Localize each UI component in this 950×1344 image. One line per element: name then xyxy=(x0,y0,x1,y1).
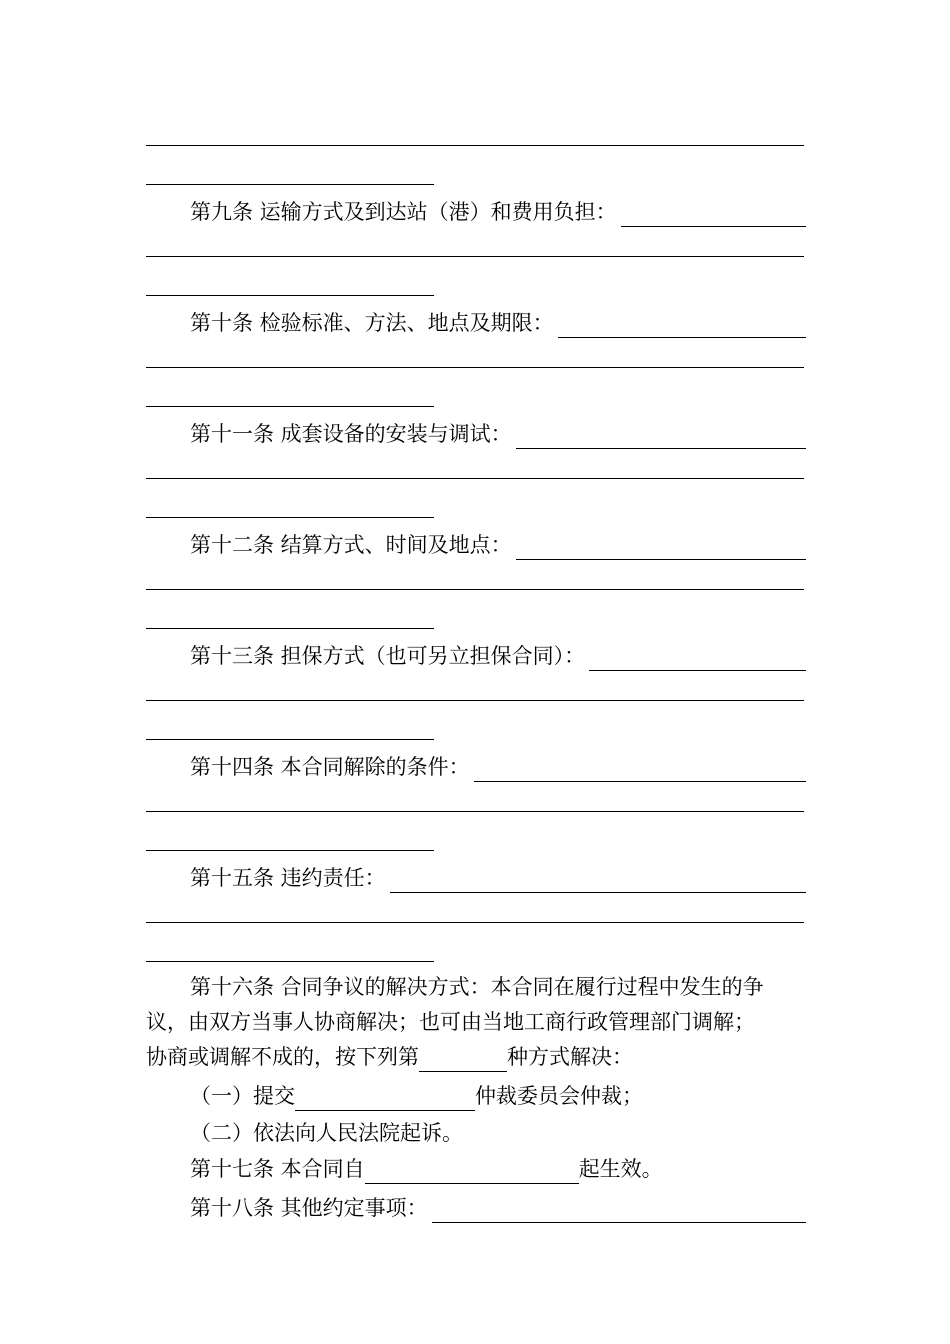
article-17-text-b: 起生效。 xyxy=(578,1157,663,1181)
article-9-blank xyxy=(621,204,806,227)
article-10-blank xyxy=(558,315,806,338)
article-12-label: 第十二条 结算方式、时间及地点： xyxy=(190,533,512,557)
article-13 xyxy=(190,641,806,671)
option-2-text: （二）依法向人民法院起诉。 xyxy=(190,1121,463,1145)
article-10-label: 第十条 检验标准、方法、地点及期限： xyxy=(190,311,554,335)
article-15-label: 第十五条 违约责任： xyxy=(190,866,386,890)
blank-line-short xyxy=(146,517,434,518)
blank-line xyxy=(146,256,804,257)
article-13-blank xyxy=(589,648,806,671)
option-1 xyxy=(190,1081,806,1111)
blank-line xyxy=(146,700,804,701)
blank-line-short xyxy=(146,850,434,851)
article-16-text-3b: 种方式解决： xyxy=(507,1045,633,1069)
article-18-blank xyxy=(432,1200,806,1223)
blank-line-short xyxy=(146,961,434,962)
blank-line xyxy=(146,367,804,368)
article-13-label: 第十三条 担保方式（也可另立担保合同）： xyxy=(190,644,586,668)
blank-line-short xyxy=(146,739,434,740)
article-14-blank xyxy=(474,759,806,782)
article-12-blank xyxy=(516,537,806,560)
option-1-text-b: 仲裁委员会仲裁； xyxy=(475,1084,643,1108)
article-16-line-1 xyxy=(190,972,806,1002)
blank-line-short xyxy=(146,295,434,296)
article-9-label: 第九条 运输方式及到达站（港）和费用负担： xyxy=(190,200,617,224)
arbitration-committee-blank xyxy=(295,1088,475,1111)
article-16-line-2 xyxy=(146,1007,806,1037)
article-16-text-3a: 协商或调解不成的，按下列第 xyxy=(146,1045,419,1069)
article-14 xyxy=(190,752,806,782)
article-14-label: 第十四条 本合同解除的条件： xyxy=(190,755,470,779)
blank-line xyxy=(146,478,804,479)
article-9 xyxy=(190,197,806,227)
blank-line xyxy=(146,145,804,146)
article-11-blank xyxy=(516,426,806,449)
blank-line-short xyxy=(146,406,434,407)
article-17 xyxy=(190,1154,806,1184)
article-11 xyxy=(190,419,806,449)
article-16-text-2: 议，由双方当事人协商解决；也可由当地工商行政管理部门调解； xyxy=(146,1010,755,1034)
blank-line xyxy=(146,589,804,590)
article-10 xyxy=(190,308,806,338)
option-2 xyxy=(190,1118,806,1148)
blank-line-short xyxy=(146,628,434,629)
blank-line xyxy=(146,811,804,812)
blank-line xyxy=(146,922,804,923)
method-number-blank xyxy=(419,1049,507,1072)
article-12 xyxy=(190,530,806,560)
option-1-text-a: （一）提交 xyxy=(190,1084,295,1108)
effective-date-blank xyxy=(365,1161,579,1184)
article-15 xyxy=(190,863,806,893)
article-11-label: 第十一条 成套设备的安装与调试： xyxy=(190,422,512,446)
article-18 xyxy=(190,1193,806,1223)
article-18-label: 第十八条 其他约定事项： xyxy=(190,1196,428,1220)
article-17-text-a: 第十七条 本合同自 xyxy=(190,1157,365,1181)
article-16-text-1: 第十六条 合同争议的解决方式：本合同在履行过程中发生的争 xyxy=(190,975,764,999)
article-15-blank xyxy=(390,870,806,893)
blank-line-short xyxy=(146,184,434,185)
article-16-line-3 xyxy=(146,1042,806,1072)
